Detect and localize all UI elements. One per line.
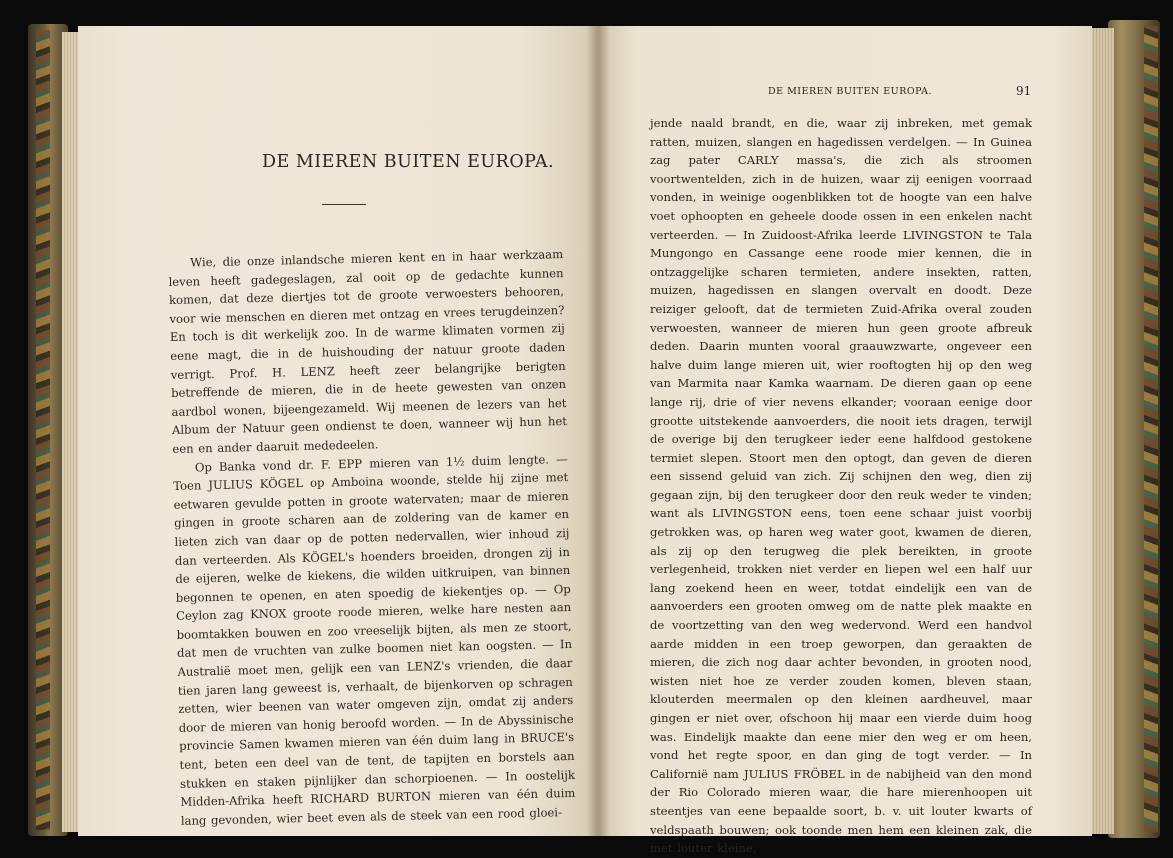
paragraph-3: jende naald brandt, en die, waar zij inbreken, met gemak ratten, muizen, slangen en hagedissen verdelgen. — In Guinea zag pater CARLY massa's, die zich als stroomen voortwentelden, zich in de huizen, waar zij eenigen voorraad vonden, in weinige oogenblikken tot de hoogte van een halve voet ophoopten en geheele doode ossen in een enkelen nacht verteerden. — In Zuidoost-Afrika leerde LIVINGSTON te Tala Mungongo en Cassange eene roode mier kennen, die in ontzaggelijke scharen termieten, andere insekten, ratten, muizen, hagedissen en slangen overvalt en doodt. Deze reiziger gelooft, dat de termieten Zuid-Afrika overal zouden verwoesten, wanneer de mieren hun geen groote afbreuk deden. Daarin munten vooral graauwzwarte, ongeveer een halve duim lange mieren uit, wier rooftogten hij op den weg van Marmita naar Kamka waarnam. De dieren gaan op eene lange rij, drie of vier nevens elkander; vooraan eenige door grootte uitstekende aanvoerders, die nooit iets dragen, terwijl de overige bij den terugkeer ieder eene halfdood gestokene termiet slepen. Stoort men den optogt, dan geven de dieren een sissend geluid van zich. Zij schijnen den weg, dien zij gegaan zijn, bij den terugkeer door den reuk weder te vinden; want als LIVINGSTON eens, toen eene schaar juist voorbij getrokken was, op haren weg water goot, kwamen de dieren, als zij op den terugweg die plek bereikten, in groote verlegenheid, trokken niet verder en liepen wel een half uur lang zoekend heen en weer, totdat eindelijk een van de aanvoerders een grooten omweg om de natte plek maakte en de voortzetting van den weg wedervond. Werd een handvol aarde midden in een troep geworpen, dan geraakten de mieren, die zich nog daar achter bevonden, in grooten nood, wisten niet hoe ze verder zouden komen, bleven staan, klouterden meermalen op den kleinen aardheuvel, maar gingen er niet over, ofschoon hij maar een vierde duim hoog was. Eindelijk maakte dan eene mier den weg er om heen, vond het regte spoor, en dan ging de togt verder. — In Californië nam JULIUS FRÖBEL in de nabijheid van den mond der Rio Colorado mieren waar, die hare mierenhoopen uit steentjes van eene bepaalde soort, b. v. uit louter kwarts of veldspaath bouwen; ook toonde men hem een kleinen zak, die met louter kleine,: [650, 116, 1032, 856]
left-page: [78, 26, 598, 836]
right-page: [598, 26, 1092, 856]
paragraph-1: Wie, die onze inlandsche mieren kent en in haar werkzaam leven heeft gadegeslagen, zal ooit op de gedachte kunnen komen, dat deze diertjes tot de groote verwoesters behooren, voor wie menschen en dieren met ontzag en vrees terugdeinzen? En toch is dit werkelijk zoo. In de warme klimaten vormen zij eene magt, die in de huishouding der natuur groote daden verrigt. Prof. H. LENZ heeft zeer belangrijke berigten betreffende de mieren, die in de heete gewesten van onzen aardbol wonen, bijeengezameld. Wij meenen de lezers van het Album der Natuur geen ondienst te doen, wanneer wij hun het een en ander daaruit mededeelen.: [168, 247, 568, 456]
paragraph-2: Op Banka vond dr. F. EPP mieren van 1½ duim lengte. — Toen JULIUS KÖGEL op Amboina woonde, stelde hij zijne met eetwaren gevulde potten in groote watervaten; maar de mieren gingen in groote scharen aan de zoldering van de kamer en lieten zich van daar op de potten nedervallen, wier inhoud zij dan verteerden. Als KÖGEL's hoenders broeiden, drongen zij in de eijeren, welke de kiekens, die wilden uitkruipen, van binnen begonnen te openen, en aten spoedig de kiekentjes op. — Op Ceylon zag KNOX groote roode mieren, welke hare nesten aan boomtakken bouwen en zoo vreeselijk bijten, als men ze stoort, dat men de vruchten van zulke boomen niet kan oogsten. — In Australië moet men, gelijk een van LENZ's vrienden, die daar tien jaren lang geweest is, verhaalt, de bijenkorven op schragen zetten, wier beenen van water omgeven zijn, omdat zij anders door de mieren van honig beroofd worden. — In de Abyssinische provincie Samen kwamen mieren van één duim lang in BRUCE's tent, beten een deel van de tent, de tapijten en borstels aan stukken en staken pijnlijker dan schorpioenen. — In oostelijk Midden-Afrika heeft RICHARD BURTON mieren van één duim lang gevonden, wier beet even als de steek van een rood gloei-: [173, 451, 576, 828]
page-number: 91: [1016, 84, 1032, 98]
left-marbled-edge: [36, 30, 50, 830]
left-page-text: [168, 245, 576, 830]
running-head: DE MIEREN BUITEN EUROPA.: [768, 86, 933, 97]
chapter-title: DE MIEREN BUITEN EUROPA.: [261, 152, 555, 172]
right-page-text: [650, 114, 1032, 858]
title-rule: [322, 204, 366, 205]
book-gutter: [586, 26, 610, 836]
right-marbled-edge: [1144, 26, 1158, 832]
open-book: [8, 10, 1168, 856]
